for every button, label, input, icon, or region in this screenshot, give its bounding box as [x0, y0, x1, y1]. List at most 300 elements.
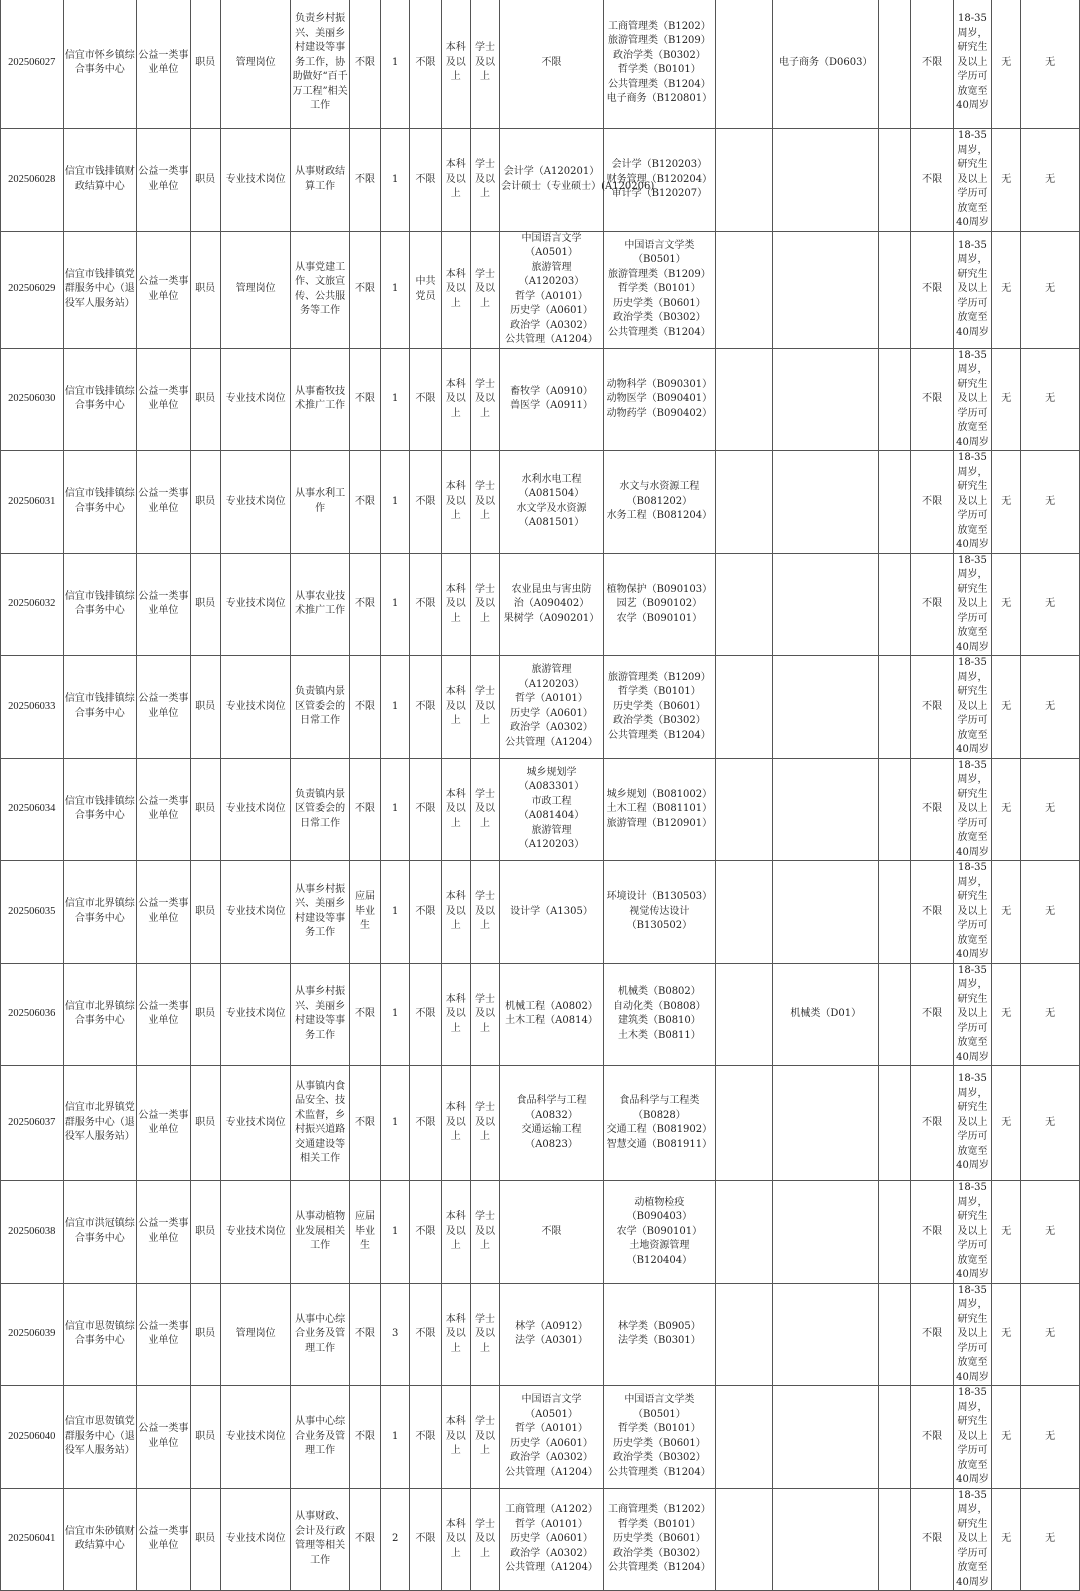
college-major [715, 1066, 772, 1181]
undergraduate-major-line: 历史学类（B0601） [612, 700, 706, 712]
degree-requirement: 学士及以上 [470, 861, 499, 964]
job-code: 202506028 [1, 129, 64, 232]
graduate-major [500, 861, 604, 964]
degree-requirement: 学士及以上 [470, 758, 499, 861]
staff-category: 职员 [190, 1283, 220, 1386]
education-requirement: 本科及以上 [441, 1181, 470, 1284]
qualification: 不限 [911, 656, 953, 759]
table-row [1, 1386, 1080, 1489]
degree-requirement: 学士及以上 [470, 1283, 499, 1386]
age-requirement: 18-35周岁，研究生及以上学历可放宽至40周岁 [953, 758, 991, 861]
blank-cell [879, 451, 911, 554]
graduate-major-line: 法学（A0301） [515, 1335, 588, 1347]
undergraduate-major [603, 1283, 715, 1386]
graduate-major-line: （A083301） [518, 781, 585, 793]
condition-1: 无 [992, 861, 1021, 964]
undergraduate-major-line: 公共管理类（B1204） [607, 78, 711, 90]
undergraduate-major-line: 动植物检疫 [634, 1196, 685, 1208]
table-row [1, 451, 1080, 554]
age-requirement: 18-35周岁，研究生及以上学历可放宽至40周岁 [953, 1181, 991, 1284]
junior-college-major [773, 861, 879, 964]
hire-count: 1 [381, 1386, 410, 1489]
unit-type: 公益一类事业单位 [137, 963, 190, 1066]
blank-cell [879, 1386, 911, 1489]
undergraduate-major-line: 动物医学（B090401） [606, 393, 713, 404]
job-code: 202506030 [1, 348, 64, 451]
political-status: 不限 [410, 758, 441, 861]
undergraduate-major [603, 231, 715, 348]
undergraduate-major-line: 中国语言文学类 [624, 1394, 695, 1406]
college-major [715, 656, 772, 759]
graduate-major-line: 土木工程（A0814） [505, 1015, 598, 1027]
staff-category: 职员 [190, 231, 220, 348]
age-requirement: 18-35周岁，研究生及以上学历可放宽至40周岁 [953, 1488, 991, 1591]
degree-requirement: 学士及以上 [470, 1386, 499, 1489]
graduate-major [500, 1386, 604, 1489]
undergraduate-major [603, 1066, 715, 1181]
graduate-major-line: 公共管理（A1204） [505, 334, 598, 345]
graduate-major-line: 哲学（A0101） [515, 290, 588, 302]
graduate-major-line: 城乡规划学 [526, 766, 577, 778]
graduate-major [500, 451, 604, 554]
undergraduate-major-line: 审计学（B120207） [611, 188, 708, 199]
job-code: 202506033 [1, 656, 64, 759]
undergraduate-major-line: 财务管理（B120204） [606, 173, 713, 185]
undergraduate-major-line: 自动化类（B0808） [612, 1000, 706, 1012]
college-major [715, 1488, 772, 1591]
job-duty: 从事财政结算工作 [291, 129, 349, 232]
table-row [1, 758, 1080, 861]
job-duty: 从事中心综合业务及管理工作 [291, 1283, 349, 1386]
junior-college-major: 电子商务（D0603） [773, 0, 879, 129]
undergraduate-major [603, 656, 715, 759]
condition-1: 无 [992, 1066, 1021, 1181]
condition-2: 无 [1021, 861, 1080, 964]
age-requirement: 18-35周岁，研究生及以上学历可放宽至40周岁 [953, 963, 991, 1066]
political-status: 不限 [410, 1488, 441, 1591]
qualification: 不限 [911, 1283, 953, 1386]
graduate-major-line: 公共管理（A1204） [505, 1466, 598, 1478]
job-duty: 从事财政、会计及行政管理等相关工作 [291, 1488, 349, 1591]
political-status: 不限 [410, 861, 441, 964]
hire-count: 1 [381, 758, 410, 861]
candidate-identity: 应届毕业生 [349, 1181, 380, 1284]
table-row [1, 0, 1080, 129]
degree-requirement: 学士及以上 [470, 1066, 499, 1181]
condition-1: 无 [992, 231, 1021, 348]
candidate-identity: 不限 [349, 451, 380, 554]
qualification: 不限 [911, 553, 953, 656]
post-category: 专业技术岗位 [220, 1066, 291, 1181]
undergraduate-major-line: 交通工程（B081902） [606, 1124, 713, 1135]
candidate-identity: 不限 [349, 231, 380, 348]
staff-category: 职员 [190, 1066, 220, 1181]
qualification: 不限 [911, 1181, 953, 1284]
staff-category: 职员 [190, 0, 220, 129]
undergraduate-major [603, 1386, 715, 1489]
qualification: 不限 [911, 1488, 953, 1591]
condition-2: 无 [1021, 656, 1080, 759]
job-duty: 从事农业技术推广工作 [291, 553, 349, 656]
undergraduate-major-line: （B090403） [626, 1211, 693, 1222]
hire-count: 2 [381, 1488, 410, 1591]
graduate-major-line: 历史学（A0601） [510, 305, 593, 316]
undergraduate-major-line: 哲学类（B0101） [617, 686, 701, 697]
political-status: 不限 [410, 1283, 441, 1386]
degree-requirement: 学士及以上 [470, 963, 499, 1066]
blank-cell [879, 758, 911, 861]
employer-unit: 信宜市钱排镇综合事务中心 [63, 758, 137, 861]
qualification: 不限 [911, 129, 953, 232]
degree-requirement: 学士及以上 [470, 129, 499, 232]
undergraduate-major [603, 1488, 715, 1591]
table-row [1, 553, 1080, 656]
employer-unit: 信宜市北界镇综合事务中心 [63, 861, 137, 964]
college-major [715, 1386, 772, 1489]
job-duty: 从事党建工作、文旅宣传、公共服务等工作 [291, 231, 349, 348]
hire-count: 1 [381, 1066, 410, 1181]
condition-1: 无 [992, 1181, 1021, 1284]
table-row [1, 1066, 1080, 1181]
age-requirement: 18-35周岁，研究生及以上学历可放宽至40周岁 [953, 0, 991, 129]
job-table-body [1, 0, 1080, 1591]
age-requirement: 18-35周岁，研究生及以上学历可放宽至40周岁 [953, 1283, 991, 1386]
staff-category: 职员 [190, 861, 220, 964]
condition-2: 无 [1021, 1066, 1080, 1181]
junior-college-major [773, 1386, 879, 1489]
education-requirement: 本科及以上 [441, 348, 470, 451]
graduate-major [500, 129, 655, 232]
post-category: 管理岗位 [220, 1283, 291, 1386]
blank-cell [879, 0, 911, 129]
condition-2: 无 [1021, 231, 1080, 348]
undergraduate-major-line: 土地资源管理 [629, 1240, 690, 1251]
undergraduate-major-line: 电子商务（B120801） [606, 93, 713, 104]
undergraduate-major-line: （B120404） [626, 1254, 693, 1266]
age-requirement: 18-35周岁，研究生及以上学历可放宽至40周岁 [953, 231, 991, 348]
qualification: 不限 [911, 231, 953, 348]
undergraduate-major-line: 旅游管理类（B1209） [607, 35, 711, 46]
graduate-major-line: 畜牧学（A0910） [510, 385, 593, 397]
graduate-major-line: 水文学及水资源 [516, 502, 587, 514]
blank-cell [879, 129, 911, 232]
unit-type: 公益一类事业单位 [137, 129, 190, 232]
hire-count: 1 [381, 348, 410, 451]
employer-unit: 信宜市北界镇党群服务中心（退役军人服务站） [63, 1066, 137, 1181]
graduate-major-line: 中国语言文学 [521, 1394, 582, 1406]
employer-unit: 信宜市思贺镇党群服务中心（退役军人服务站） [63, 1386, 137, 1489]
junior-college-major [773, 231, 879, 348]
post-category: 专业技术岗位 [220, 1181, 291, 1284]
graduate-major-line: 食品科学与工程 [516, 1095, 587, 1106]
blank-cell [879, 553, 911, 656]
job-duty: 从事中心综合业务及管理工作 [291, 1386, 349, 1489]
post-category: 专业技术岗位 [220, 656, 291, 759]
graduate-major-line: （A081404） [518, 810, 585, 822]
employer-unit: 信宜市钱排镇综合事务中心 [63, 656, 137, 759]
undergraduate-major [603, 1181, 715, 1284]
blank-cell [879, 231, 911, 348]
political-status: 不限 [410, 451, 441, 554]
hire-count: 1 [381, 553, 410, 656]
qualification: 不限 [911, 1066, 953, 1181]
education-requirement: 本科及以上 [441, 1066, 470, 1181]
table-row [1, 1181, 1080, 1284]
qualification: 不限 [911, 1386, 953, 1489]
undergraduate-major [603, 0, 715, 129]
undergraduate-major-line: 公共管理类（B1204） [607, 1562, 711, 1573]
undergraduate-major-line: 农学（B090101） [616, 1225, 703, 1237]
post-category: 专业技术岗位 [220, 963, 291, 1066]
graduate-major-line: 市政工程 [531, 795, 572, 807]
candidate-identity: 不限 [349, 553, 380, 656]
candidate-identity: 不限 [349, 1066, 380, 1181]
degree-requirement: 学士及以上 [470, 656, 499, 759]
undergraduate-major-line: 公共管理类（B1204） [607, 1466, 711, 1478]
hire-count: 1 [381, 231, 410, 348]
qualification: 不限 [911, 963, 953, 1066]
unit-type: 公益一类事业单位 [137, 656, 190, 759]
undergraduate-major-line: 历史学类（B0601） [612, 1437, 706, 1449]
degree-requirement: 学士及以上 [470, 553, 499, 656]
undergraduate-major-line: 食品科学与工程类 [619, 1095, 700, 1106]
college-major [715, 861, 772, 964]
graduate-major [500, 758, 604, 861]
undergraduate-major-line: 旅游管理（B120901） [606, 817, 713, 829]
hire-count: 1 [381, 1181, 410, 1284]
unit-type: 公益一类事业单位 [137, 1066, 190, 1181]
undergraduate-major [603, 348, 715, 451]
post-category: 专业技术岗位 [220, 1488, 291, 1591]
graduate-major-line: 工商管理（A1202） [505, 1504, 598, 1515]
graduate-major-line: （A081501） [518, 517, 585, 529]
unit-type: 公益一类事业单位 [137, 1488, 190, 1591]
graduate-major-line: 哲学（A0101） [515, 693, 588, 705]
degree-requirement: 学士及以上 [470, 0, 499, 129]
education-requirement: 本科及以上 [441, 231, 470, 348]
graduate-major-line: 哲学（A0101） [515, 1423, 588, 1435]
graduate-major [500, 0, 604, 129]
unit-type: 公益一类事业单位 [137, 231, 190, 348]
job-code: 202506027 [1, 0, 64, 129]
unit-type: 公益一类事业单位 [137, 451, 190, 554]
graduate-major-line: （A0501） [525, 247, 578, 258]
graduate-major-line: 旅游管理 [531, 664, 572, 676]
education-requirement: 本科及以上 [441, 1386, 470, 1489]
college-major [715, 0, 772, 129]
post-category: 专业技术岗位 [220, 451, 291, 554]
employer-unit: 信宜市钱排镇综合事务中心 [63, 451, 137, 554]
job-code: 202506037 [1, 1066, 64, 1181]
job-code: 202506041 [1, 1488, 64, 1591]
undergraduate-major [603, 451, 715, 554]
post-category: 专业技术岗位 [220, 348, 291, 451]
education-requirement: 本科及以上 [441, 963, 470, 1066]
job-code: 202506039 [1, 1283, 64, 1386]
political-status: 不限 [410, 1181, 441, 1284]
graduate-major [500, 553, 604, 656]
undergraduate-major-line: 政治学类（B0302） [612, 1547, 706, 1559]
graduate-major-line: 农业昆虫与害虫防 [511, 583, 592, 595]
undergraduate-major-line: 水务工程（B081204） [606, 510, 713, 521]
candidate-identity: 不限 [349, 758, 380, 861]
condition-2: 无 [1021, 129, 1080, 232]
undergraduate-major-line: （B0828） [632, 1109, 686, 1121]
age-requirement: 18-35周岁，研究生及以上学历可放宽至40周岁 [953, 553, 991, 656]
hire-count: 1 [381, 861, 410, 964]
degree-requirement: 学士及以上 [470, 1488, 499, 1591]
junior-college-major [773, 1283, 879, 1386]
junior-college-major [773, 758, 879, 861]
degree-requirement: 学士及以上 [470, 348, 499, 451]
undergraduate-major-line: 公共管理类（B1204） [607, 326, 711, 338]
undergraduate-major-line: 旅游管理类（B1209） [607, 671, 711, 683]
college-major [715, 231, 772, 348]
undergraduate-major-line: （B0501） [632, 1408, 686, 1420]
job-duty: 从事畜牧技术推广工作 [291, 348, 349, 451]
undergraduate-major-line: 会计学（B120203） [611, 159, 708, 170]
job-code: 202506032 [1, 553, 64, 656]
college-major [715, 129, 772, 232]
table-row [1, 348, 1080, 451]
employer-unit: 信宜市北界镇综合事务中心 [63, 963, 137, 1066]
undergraduate-major-line: 城乡规划（B081002） [606, 788, 713, 800]
graduate-major-line: 不限 [541, 1225, 562, 1237]
table-row [1, 861, 1080, 964]
employer-unit: 信宜市钱排镇综合事务中心 [63, 553, 137, 656]
political-status: 不限 [410, 0, 441, 129]
post-category: 管理岗位 [220, 231, 291, 348]
graduate-major [500, 1066, 604, 1181]
condition-2: 无 [1021, 451, 1080, 554]
political-status: 不限 [410, 656, 441, 759]
unit-type: 公益一类事业单位 [137, 861, 190, 964]
qualification: 不限 [911, 758, 953, 861]
condition-1: 无 [992, 1283, 1021, 1386]
employer-unit: 信宜市洪冠镇综合事务中心 [63, 1181, 137, 1284]
junior-college-major [773, 129, 879, 232]
undergraduate-major-line: 农学（B090101） [616, 612, 703, 624]
graduate-major [500, 963, 604, 1066]
condition-2: 无 [1021, 963, 1080, 1066]
candidate-identity: 不限 [349, 656, 380, 759]
graduate-major-line: 政治学（A0302） [510, 319, 593, 331]
condition-1: 无 [992, 348, 1021, 451]
education-requirement: 本科及以上 [441, 0, 470, 129]
undergraduate-major-line: 历史学类（B0601） [612, 1533, 706, 1544]
hire-count: 1 [381, 129, 410, 232]
employer-unit: 信宜市钱排镇财政结算中心 [63, 129, 137, 232]
candidate-identity: 不限 [349, 0, 380, 129]
job-duty: 负责镇内景区管委会的日常工作 [291, 758, 349, 861]
job-duty: 从事乡村振兴、美丽乡村建设等事务工作 [291, 963, 349, 1066]
hire-count: 1 [381, 656, 410, 759]
blank-cell [879, 1066, 911, 1181]
degree-requirement: 学士及以上 [470, 451, 499, 554]
staff-category: 职员 [190, 656, 220, 759]
hire-count: 3 [381, 1283, 410, 1386]
undergraduate-major-line: 水文与水资源工程 [619, 481, 700, 492]
graduate-major-line: 公共管理（A1204） [505, 736, 598, 748]
blank-cell [879, 963, 911, 1066]
employer-unit: 信宜市朱砂镇财政结算中心 [63, 1488, 137, 1591]
job-code: 202506031 [1, 451, 64, 554]
job-code: 202506034 [1, 758, 64, 861]
blank-cell [879, 1283, 911, 1386]
graduate-major-line: 历史学（A0601） [510, 1437, 593, 1449]
candidate-identity: 不限 [349, 1386, 380, 1489]
college-major [715, 758, 772, 861]
graduate-major-line: 中国语言文学 [521, 232, 582, 244]
age-requirement: 18-35周岁，研究生及以上学历可放宽至40周岁 [953, 1386, 991, 1489]
undergraduate-major-line: 环境设计（B130503） [606, 891, 713, 902]
undergraduate-major-line: 智慧交通（B081911） [606, 1138, 713, 1150]
job-code: 202506029 [1, 231, 64, 348]
unit-type: 公益一类事业单位 [137, 758, 190, 861]
undergraduate-major-line: 工商管理类（B1202） [607, 1504, 711, 1515]
blank-cell [879, 1488, 911, 1591]
graduate-major [500, 231, 604, 348]
staff-category: 职员 [190, 348, 220, 451]
staff-category: 职员 [190, 1488, 220, 1591]
undergraduate-major-line: 土木类（B0811） [617, 1029, 701, 1041]
table-row [1, 656, 1080, 759]
qualification: 不限 [911, 348, 953, 451]
graduate-major [500, 1283, 604, 1386]
education-requirement: 本科及以上 [441, 656, 470, 759]
job-code: 202506040 [1, 1386, 64, 1489]
political-status: 不限 [410, 1066, 441, 1181]
job-duty: 从事动植物业发展相关工作 [291, 1181, 349, 1284]
undergraduate-major [603, 861, 715, 964]
hire-count: 1 [381, 0, 410, 129]
college-major [715, 1181, 772, 1284]
undergraduate-major-line: 旅游管理类（B1209） [607, 268, 711, 280]
graduate-major-line: 设计学（A1305） [510, 905, 593, 917]
undergraduate-major-line: 土木工程（B081101） [606, 803, 713, 814]
undergraduate-major-line: 政治学类（B0302） [612, 715, 706, 726]
junior-college-major [773, 1181, 879, 1284]
graduate-major-line: 会计硕士（专业硕士）(A120206) [501, 180, 655, 192]
hire-count: 1 [381, 963, 410, 1066]
junior-college-major: 机械类（D01） [773, 963, 879, 1066]
graduate-major-line: （A0832） [525, 1109, 578, 1121]
graduate-major-line: 公共管理（A1204） [505, 1562, 598, 1573]
education-requirement: 本科及以上 [441, 451, 470, 554]
junior-college-major [773, 553, 879, 656]
staff-category: 职员 [190, 553, 220, 656]
hire-count: 1 [381, 451, 410, 554]
undergraduate-major-line: （B081202） [626, 495, 693, 507]
graduate-major-line: 机械工程（A0802） [505, 1000, 598, 1012]
political-status: 不限 [410, 129, 441, 232]
job-duty: 从事乡村振兴、美丽乡村建设等事务工作 [291, 861, 349, 964]
post-category: 专业技术岗位 [220, 758, 291, 861]
employer-unit: 信宜市思贺镇综合事务中心 [63, 1283, 137, 1386]
education-requirement: 本科及以上 [441, 861, 470, 964]
political-status: 不限 [410, 348, 441, 451]
graduate-major-line: 政治学（A0302） [510, 1452, 593, 1464]
employer-unit: 信宜市钱排镇综合事务中心 [63, 348, 137, 451]
condition-1: 无 [992, 1386, 1021, 1489]
undergraduate-major-line: 政治学类（B0302） [612, 49, 706, 61]
condition-1: 无 [992, 553, 1021, 656]
candidate-identity: 不限 [349, 1283, 380, 1386]
staff-category: 职员 [190, 758, 220, 861]
degree-requirement: 学士及以上 [470, 1181, 499, 1284]
education-requirement: 本科及以上 [441, 129, 470, 232]
graduate-major-line: 兽医学（A0911） [510, 400, 593, 412]
